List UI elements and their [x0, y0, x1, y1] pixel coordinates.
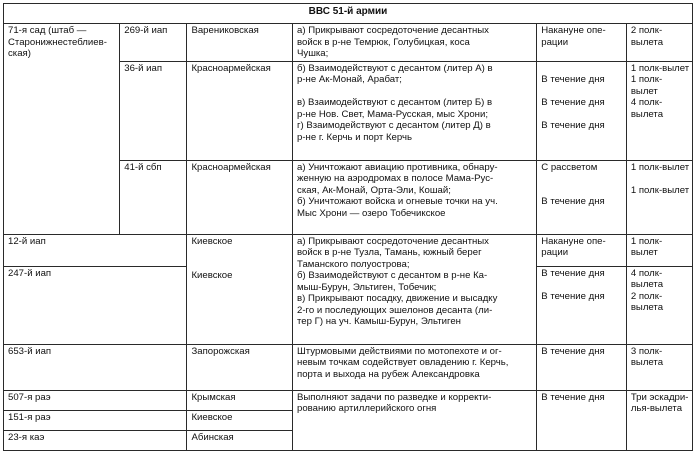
task-text: а) Уничтожают авиацию противника, обнару-	[297, 161, 498, 173]
unit-text: 71-я сад (штаб —	[8, 25, 87, 36]
sorties-text: вылет	[630, 85, 658, 97]
task-text: рованию артиллерийского огня	[297, 403, 437, 414]
base-text: Киевское	[191, 235, 233, 247]
task-text: ская, Ак-Монай, Орта-Эли, Кошай;	[297, 184, 451, 196]
air-force-task-table	[3, 3, 693, 451]
unit-cell	[4, 24, 120, 235]
task-text: б) Уничтожают войска и огневые точки на уч.	[297, 196, 498, 207]
base-cell: Запорожская	[187, 344, 293, 390]
table-title: ВВС 51-й армии	[4, 4, 693, 24]
task-text: р-не Ак-Монай, Арабат;	[297, 74, 402, 85]
table-row	[4, 344, 693, 390]
time-cell	[537, 160, 627, 234]
task-text: Штурмовыми действиями по мотопехоте и ог-	[297, 345, 502, 357]
base-cell: Красноармейская	[187, 61, 293, 160]
task-text: невым точкам содействует овладению г. Керчь,	[297, 357, 509, 368]
base-cell	[187, 234, 293, 344]
task-text: тер Г) на уч. Камыш-Бурун, Эльтиген	[297, 316, 461, 327]
unit-cell: 247-й иап	[4, 266, 187, 344]
time-text: В течение дня	[541, 290, 605, 302]
task-text: а) Прикрывают сосредоточение десантных	[297, 25, 489, 36]
task-text: г) Взаимодействуют с десантом (литер Д) в	[297, 120, 491, 131]
base-cell: Крымская	[187, 390, 293, 410]
task-text: Выполняют задачи по разведке и корректи-	[297, 391, 492, 403]
task-text: в) Взаимодействуют с десантом (литер Б) в	[297, 97, 493, 108]
time-cell	[537, 61, 627, 160]
task-text: в) Прикрывают посадку, движение и высадку	[297, 293, 498, 304]
time-cell: В течение дня	[537, 344, 627, 390]
sorties-text: вылета	[630, 279, 664, 290]
task-text: р-не г. Керчь и порт Керчь	[297, 131, 412, 143]
task-cell	[293, 24, 537, 62]
sorties-text: 3 полк-	[630, 345, 663, 357]
unit-cell: 151-я раэ	[4, 410, 187, 430]
time-text: рации	[541, 247, 569, 258]
table-title-row	[4, 4, 693, 24]
sorties-text: 2 полк-	[630, 25, 663, 36]
unit-text: ская)	[8, 48, 31, 59]
time-text: В течение дня	[541, 196, 605, 207]
time-text: Накануне опе-	[541, 25, 606, 36]
subunit-cell: 41-й сбп	[120, 160, 187, 234]
time-text: В течение дня	[541, 120, 605, 131]
task-text: а) Прикрывают сосредоточение десантных	[297, 235, 489, 247]
time-text: С рассветом	[541, 161, 598, 173]
sorties-text: вылета	[630, 108, 664, 120]
sorties-cell	[626, 160, 692, 234]
unit-cell: 12-й иап	[4, 234, 187, 266]
time-text: В течение дня	[541, 74, 605, 85]
task-text: войск в р-не Тузла, Тамань, южный берег	[297, 247, 482, 258]
base-cell: Красноармейская	[187, 160, 293, 234]
sorties-cell	[626, 61, 692, 160]
task-text: б) Взаимодействуют с десантом (литер А) в	[297, 62, 493, 74]
time-text: рации	[541, 36, 569, 48]
task-text: б) Взаимодействуют с десантом в р-не Ка-	[297, 270, 488, 281]
sorties-text: 4 полк-	[630, 267, 663, 279]
table-row	[4, 234, 693, 266]
task-cell	[293, 61, 537, 160]
time-cell	[537, 24, 627, 62]
sorties-text: 4 полк-	[630, 97, 663, 108]
task-text: Мыс Хрони — озеро Тобечикское	[297, 207, 446, 219]
sorties-text: 1 полк-вылет	[630, 184, 690, 196]
sorties-text: вылета	[630, 36, 664, 48]
base-cell: Варениковская	[187, 24, 293, 62]
sorties-text: 1 полк-вылет	[630, 62, 690, 74]
task-text: Таманского полуострова;	[297, 258, 410, 270]
unit-cell: 653-й иап	[4, 344, 187, 390]
task-text: Чушка;	[297, 48, 329, 59]
table-row	[4, 390, 693, 410]
sorties-text: 1 полк-	[630, 74, 663, 85]
sorties-cell	[626, 24, 692, 62]
task-cell	[293, 160, 537, 234]
time-cell: В течение дня	[537, 390, 627, 450]
unit-cell: 507-я раэ	[4, 390, 187, 410]
sorties-cell	[626, 390, 692, 450]
time-cell	[537, 266, 627, 344]
sorties-text: 1 полк-вылет	[630, 161, 690, 173]
task-cell	[293, 344, 537, 390]
sorties-text: лья-вылета	[630, 403, 683, 414]
task-text: женную на аэродромах в полосе Мама-Рус-	[297, 173, 494, 184]
base-text: Киевское	[191, 270, 233, 281]
task-text: мыш-Бурун, Эльтиген, Тобечик;	[297, 281, 437, 293]
sorties-cell	[626, 266, 692, 344]
table-row	[4, 24, 693, 62]
time-text: В течение дня	[541, 97, 605, 108]
base-cell: Киевское	[187, 410, 293, 430]
task-cell	[293, 390, 537, 450]
time-text: В течение дня	[541, 267, 605, 279]
unit-cell: 23-я каэ	[4, 430, 187, 450]
task-text: 2-го и последующих эшелонов десанта (ли-	[297, 304, 493, 316]
sorties-text: вылета	[630, 357, 664, 368]
time-text: Накануне опе-	[541, 235, 606, 247]
sorties-text: Три эскадри-	[630, 391, 689, 403]
time-cell	[537, 234, 627, 266]
base-cell: Абинская	[187, 430, 293, 450]
sorties-text: 2 полк-	[630, 290, 663, 302]
unit-text: Старонижнестеблиев-	[8, 36, 107, 48]
task-text: р-не Нов. Свет, Мама-Русская, мыс Хрони;	[297, 108, 488, 120]
task-text: порта и выхода на рубеж Александровка	[297, 368, 480, 380]
sorties-cell	[626, 344, 692, 390]
subunit-cell: 269-й иап	[120, 24, 187, 62]
task-cell	[293, 234, 537, 344]
task-text: войск в р-не Темрюк, Голубицкая, коса	[297, 36, 470, 48]
subunit-cell: 36-й иап	[120, 61, 187, 160]
sorties-text: вылета	[630, 302, 664, 313]
sorties-cell: 1 полк-вылет	[626, 234, 692, 266]
